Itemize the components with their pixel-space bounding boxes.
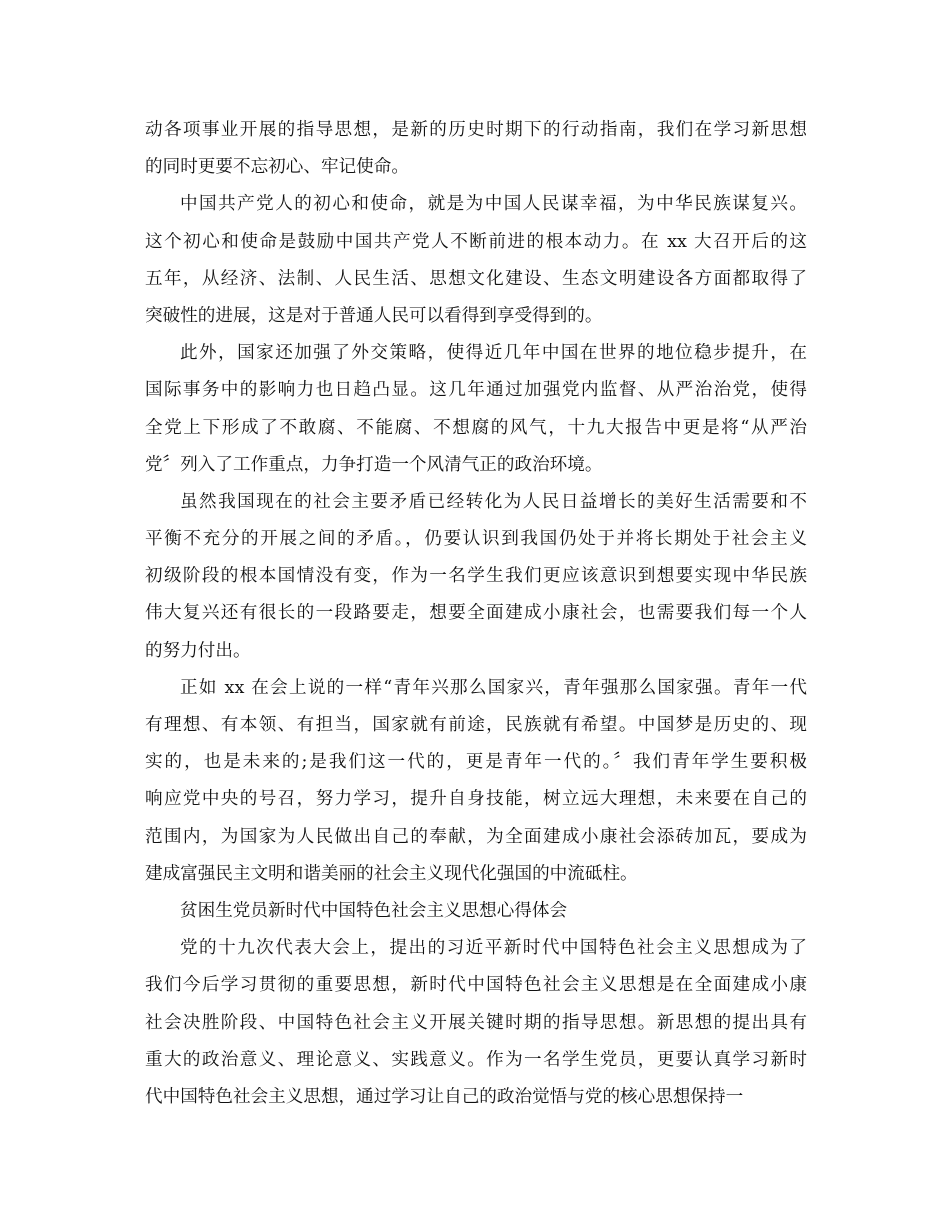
text-line: 虽然我国现在的社会主要矛盾已经转化为人民日益增长的美好生活需要和不 <box>180 491 807 512</box>
text-line: 国际事务中的影响力也日趋凸显。这几年通过加强党内监督、从严治治党，使得 <box>145 380 807 401</box>
text-line: 正如 xx 在会上说的一样“青年兴那么国家兴，青年强那么国家强。青年一代 <box>180 677 807 698</box>
text-line: 这个初心和使命是鼓励中国共产党人不断前进的根本动力。在 xx 大召开后的这 <box>145 231 807 252</box>
text-line: 建成富强民主文明和谐美丽的社会主义现代化强国的中流砥柱。 <box>145 863 638 884</box>
text-line: 代中国特色社会主义思想，通过学习让自己的政治觉悟与党的核心思想保持一 <box>145 1086 744 1107</box>
text-line: 此外，国家还加强了外交策略，使得近几年中国在世界的地位稳步提升，在 <box>180 343 807 364</box>
text-line: 伟大复兴还有很长的一段路要走，想要全面建成小康社会，也需要我们每一个人 <box>145 603 807 624</box>
text-line: 五年，从经济、法制、人民生活、思想文化建设、生态文明建设各方面都取得了 <box>145 268 807 289</box>
text-line: 平衡不充分的开展之间的矛盾。，仍要认识到我国仍处于并将长期处于社会主义 <box>145 529 807 550</box>
document-body <box>145 112 807 1116</box>
text-line: 党的十九次代表大会上，提出的习近平新时代中国特色社会主义思想成为了 <box>180 938 807 959</box>
text-line: 党〞列入了工作重点，力争打造一个风清气正的政治环境。 <box>145 454 603 475</box>
text-line: 初级阶段的根本国情没有变，作为一名学生我们更应该意识到想要实现中华民族 <box>145 566 807 587</box>
text-line: 中国共产党人的初心和使命，就是为中国人民谋幸福，为中华民族谋复兴。 <box>180 194 807 215</box>
text-line: 社会决胜阶段、中国特色社会主义开展关键时期的指导思想。新思想的提出具有 <box>145 1012 807 1033</box>
text-line: 响应党中央的号召，努力学习，提升自身技能，树立远大理想，未来要在自己的 <box>145 789 807 810</box>
text-line: 范围内，为国家为人民做出自己的奉献，为全面建成小康社会添砖加瓦，要成为 <box>145 826 807 847</box>
text-line: 贫困生党员新时代中国特色社会主义思想心得体会 <box>180 900 568 921</box>
text-line: 有理想、有本领、有担当，国家就有前途，民族就有希望。中国梦是历史的、现 <box>145 715 807 735</box>
text-line: 我们今后学习贯彻的重要思想，新时代中国特色社会主义思想是在全面建成小康 <box>145 975 807 996</box>
text-line: 重大的政治意义、理论意义、实践意义。作为一名学生党员，更要认真学习新时 <box>145 1049 807 1070</box>
text-line: 全党上下形成了不敢腐、不能腐、不想腐的风气，十九大报告中更是将“从严治 <box>145 417 807 438</box>
text-line: 的同时更要不忘初心、牢记使命。 <box>145 157 409 178</box>
text-line: 的努力付出。 <box>145 640 251 661</box>
text-line: 突破性的进展，这是对于普通人民可以看得到享受得到的。 <box>145 305 603 326</box>
text-line: 动各项事业开展的指导思想，是新的历史时期下的行动指南，我们在学习新思想 <box>145 120 807 140</box>
text-line: 实的，也是未来的;是我们这一代的，更是青年一代的。〞我们青年学生要积极 <box>145 752 807 773</box>
